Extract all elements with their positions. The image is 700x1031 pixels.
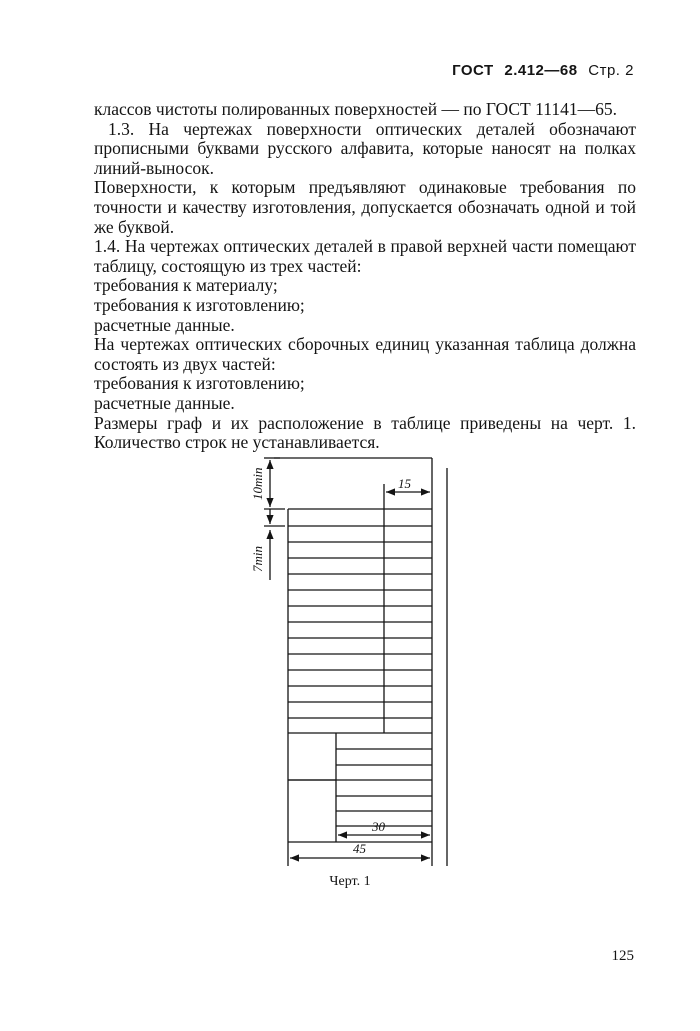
page-number: 125 bbox=[611, 948, 634, 964]
header-gost: ГОСТ bbox=[452, 62, 494, 79]
text-line: Поверхности, к которым предъявляют одинаковые требования по точности и качеству изготовления, допускается обозначать одной и той же буквой. bbox=[94, 177, 636, 237]
text-line: 1.3. На чертежах поверхности оптических деталей обозначают прописными буквами русского алфавита, которые наносят на полках линий-выносок. bbox=[94, 118, 636, 178]
text-line: требования к материалу; bbox=[94, 275, 278, 296]
text-line: расчетные данные. bbox=[94, 314, 235, 335]
text-line: расчетные данные. bbox=[94, 392, 235, 413]
text-line: классов чистоты полированных поверхностей — по ГОСТ 11141—65. bbox=[94, 99, 617, 119]
text-line: требования к изготовлению; bbox=[94, 294, 305, 315]
text-line: требования к изготовлению; bbox=[94, 373, 305, 394]
header-number: 2.412—68 bbox=[504, 62, 578, 79]
header-page: Стр. 2 bbox=[588, 62, 634, 79]
dim-30: 30 bbox=[372, 819, 385, 834]
text-line: Размеры граф и их расположение в таблице приведены на черт. 1. Количество строк не устанавливается. bbox=[94, 412, 636, 453]
text-line: На чертежах оптических сборочных единиц указанная таблица должна состоять из двух частей: bbox=[94, 334, 636, 374]
text-line: 1.4. На чертежах оптических деталей в правой верхней части помещают таблицу, состоящую из трех частей: bbox=[94, 236, 636, 276]
dim-10min: 10min bbox=[250, 467, 265, 500]
dim-7min: 7min bbox=[250, 546, 265, 572]
figure-caption: Черт. 1 bbox=[329, 874, 371, 889]
dim-15: 15 bbox=[398, 476, 411, 491]
dim-45: 45 bbox=[353, 841, 366, 856]
